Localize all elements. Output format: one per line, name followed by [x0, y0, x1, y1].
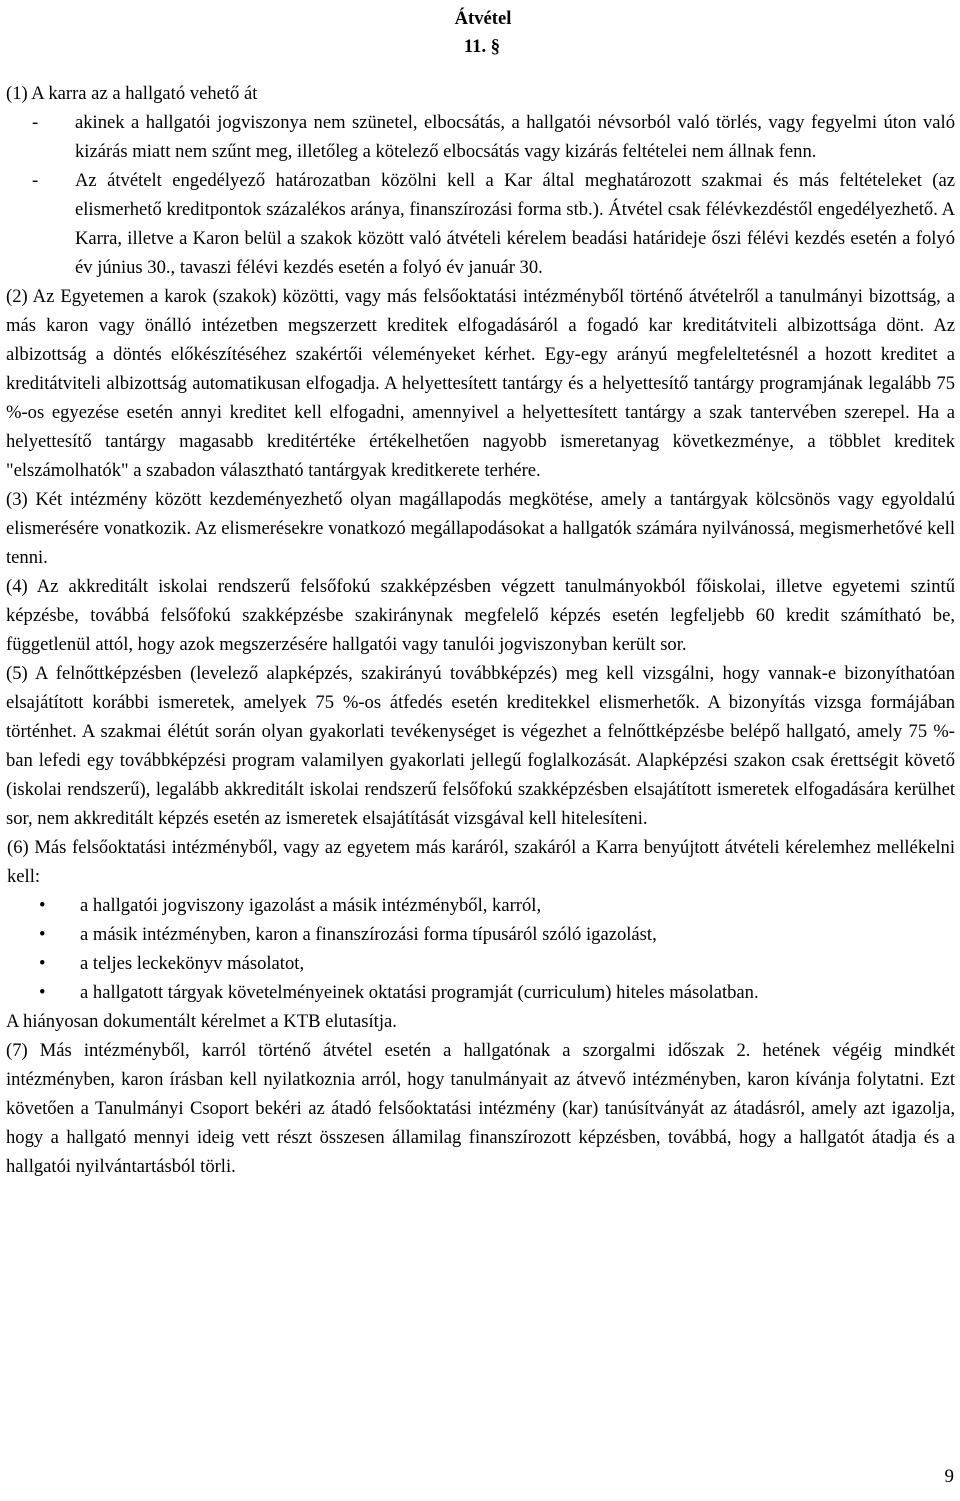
- list-item: [6, 108, 955, 166]
- dash-marker: -: [32, 112, 39, 133]
- list-item: [6, 891, 955, 920]
- list-item-text: a másik intézményben, karon a finanszírozási forma típusáról szóló igazolást,: [80, 924, 657, 945]
- list-item-text: Az átvételt engedélyező határozatban közölni kell a Kar által meghatározott szakmai és más feltételeket (az elismerhető kreditpontok százalékos aránya, finanszírozási forma stb.). Átvétel csak félévkezdéstől engedélyezhető. A Karra, illetve a Karon belül a szakok között való átvételi kérelem beadási határideje őszi félévi kezdés esetén a folyó év június 30., tavaszi félévi kezdés esetén a folyó év január 30.: [75, 170, 955, 278]
- attachment-list: [6, 891, 955, 1007]
- document-body: [6, 79, 955, 1181]
- bullet-icon: •: [39, 895, 46, 916]
- bullet-icon: •: [39, 924, 46, 945]
- page-number: 9: [944, 1466, 954, 1487]
- paragraph-5: (5) A felnőttképzésben (levelező alapképzés, szakirányú továbbképzés) meg kell vizsgálni, hogy vannak-e bizonyíthatóan elsajátított korábbi ismeretek, amelyek 75 %-os átfedés esetén kreditekkel elismerhetők. A bizonyítás vizsga formájában történhet. A szakmai élétút során olyan gyakorlati tevékenységet is végezhet a felnőttképzésbe belépő hallgató, amely 75 %-ban lefedi egy továbbképzési program valamilyen gyakorlati jellegű foglalkozását. Alapképzési szakon csak érettségit követő (iskolai rendszerű), legalább akkreditált iskolai rendszerű felsőfokú szakképzésben elsajátított ismeretek elfogadására kerülhet sor, nem akkreditált képzés esetén az ismeretek elsajátítását vizsgával kell hitelesíteni.: [6, 663, 955, 829]
- list-item-text: a hallgatói jogviszony igazolást a másik intézményből, karról,: [80, 895, 542, 916]
- paragraph-3: (3) Két intézmény között kezdeményezhető olyan magállapodás megkötése, amely a tantárgyak kölcsönös vagy egyoldalú elismerésére vonatkozik. Az elismerésekre vonatkozó megállapodásokat a hallgatók számára nyilvánossá, megismerhetővé kell tenni.: [6, 489, 955, 568]
- bullet-icon: •: [39, 953, 46, 974]
- list-item-text: akinek a hallgatói jogviszonya nem szünetel, elbocsátás, a hallgatói névsorból való törlés, vagy fegyelmi úton való kizárás miatt nem szűnt meg, illetőleg a kötelező elbocsátás vagy kizárás feltételei nem állnak fenn.: [75, 112, 955, 162]
- list-item: [6, 166, 955, 282]
- paragraph-2: (2) Az Egyetemen a karok (szakok) közötti, vagy más felsőoktatási intézményből történő átvételről a tanulmányi bizottság, a más karon vagy önálló intézetben megszerzett kreditek elfogadásáról a fogadó kar kreditátviteli albizottsága dönt. Az albizottság a döntés előkészítéséhez szakértői véleményeket kérhet. Egy-egy arányú megfeleltetésnél a hozott kreditet a kreditátviteli albizottság automatikusan elfogadja. A helyettesített tantárgy és a helyettesítő tantárgy programjának legalább 75 %-os egyezése esetén annyi kreditet kell elfogadni, amennyivel a helyettesített tantárgy a szak tantervében szerepel. Ha a helyettesítő tantárgy magasabb kreditértéke értékelhetően nagyobb ismeretanyag következménye, a többlet kreditek "elszámolhatók" a szabadon választható tantárgyak kreditkerete terhére.: [6, 286, 955, 481]
- paragraph-6-intro: (6) Más felsőoktatási intézményből, vagy az egyetem más karáról, szakáról a Karra benyújtott átvételi kérelemhez mellékelni kell:: [7, 837, 955, 887]
- list-item: [6, 978, 955, 1007]
- paragraph-4: (4) Az akkreditált iskolai rendszerű felsőfokú szakképzésben végzett tanulmányokból főiskolai, illetve egyetemi szintű képzésbe, továbbá felsőfokú szakképzésbe szakiránynak megfelelő képzés esetén legfeljebb 60 kredit számítható be, függetlenül attól, hogy azok megszerzésére hallgatói vagy tanulói jogviszonyban került sor.: [6, 576, 955, 655]
- bullet-icon: •: [39, 982, 46, 1003]
- section-number: 11. §: [463, 36, 501, 57]
- dash-marker: -: [32, 170, 39, 191]
- list-item-text: a hallgatott tárgyak követelményeinek oktatási programját (curriculum) hiteles másolatban.: [80, 982, 759, 1003]
- list-item: [6, 949, 955, 978]
- paragraph-1-intro: (1) A karra az a hallgató vehető át: [6, 83, 258, 104]
- paragraph-7: (7) Más intézményből, karról történő átvétel esetén a hallgatónak a szorgalmi időszak 2. hetének végéig mindkét intézményben, karon írásban kell nyilatkoznia arról, hogy tanulmányait az átvevő intézményben, karon kívánja folytatni. Ezt követően a Tanulmányi Csoport bekéri az átadó felsőoktatási intézmény (kar) tanúsítványát az átadásról, amely azt igazolja, hogy a hallgató mennyi ideig vett részt összesen államilag finanszírozott képzésben, továbbá, hogy a hallgatót átadja és a hallgatói nyilvántartásból törli.: [6, 1040, 955, 1177]
- page-title: Átvétel: [454, 8, 512, 29]
- list-item-text: a teljes leckekönyv másolatot,: [80, 953, 305, 974]
- list-item: [6, 920, 955, 949]
- paragraph-6-closing: A hiányosan dokumentált kérelmet a KTB elutasítja.: [6, 1011, 397, 1032]
